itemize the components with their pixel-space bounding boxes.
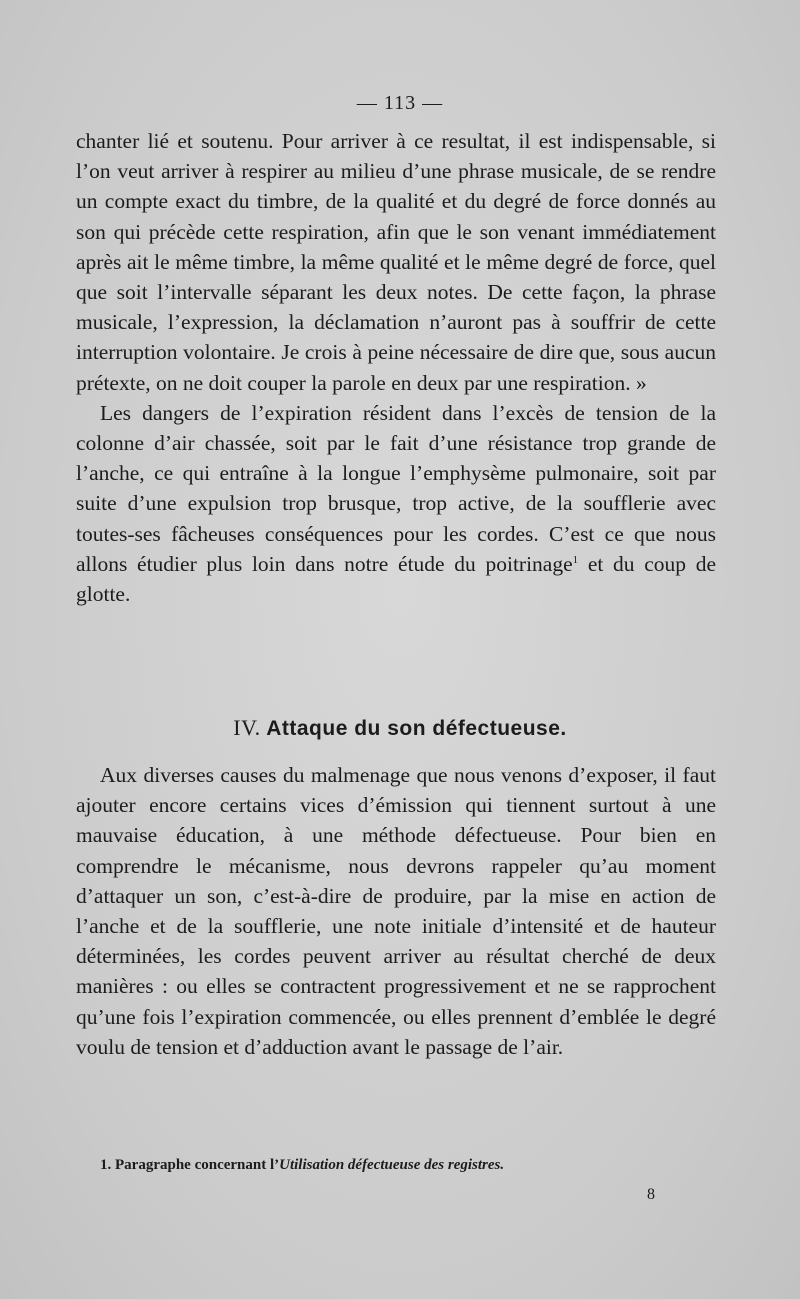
footnote-reference: 1	[572, 553, 579, 566]
section-heading	[0, 715, 800, 741]
paragraph-expiration-tail: et du coup de glotte.	[76, 551, 716, 607]
body-text-lower	[76, 760, 716, 1062]
footnote-text: Paragraphe concernant l’	[115, 1157, 280, 1173]
section-title: Attaque du son défectueuse.	[266, 717, 567, 740]
paragraph-continued: chanter lié et soutenu. Pour arriver à ce resultat, il est indispensable, si l’on veut arriver à respirer au milieu d’une phrase musicale, de se rendre un compte exact du timbre, de la qualité et du degré de force donnés au son qui précède cette respiration, afin que le son venant immédiatement après ait le même timbre, la même qualité et le même degré de force, quel que soit l’intervalle séparant les deux notes. De cette façon, la phrase musicale, l’expression, la déclamation n’auront pas à souffrir de cette interruption volontaire. Je crois à peine nécessaire de dire que, sous aucun prétexte, on ne doit couper la parole en deux par une respiration. »	[76, 129, 716, 395]
footnote	[100, 1157, 660, 1174]
section-number: IV.	[233, 715, 261, 740]
footnote-italic-text: Utilisation défectueuse des registres.	[279, 1157, 505, 1173]
paragraph-expiration	[76, 398, 716, 609]
signature-mark: 8	[647, 1186, 655, 1203]
footnote-marker: 1.	[100, 1157, 112, 1173]
page-number: — 113 —	[356, 92, 444, 114]
paragraph-attaque: Aux diverses causes du malmenage que nous venons d’exposer, il faut ajouter encore certains vices d’émission qui tiennent surtout à une mauvaise éducation, à une méthode défectueuse. Pour bien en comprendre le mécanisme, nous devrons rappeler qu’au moment d’attaquer un son, c’est-à-dire de produire, par la mise en action de l’anche et de la soufflerie, une note initiale d’intensité et de hauteur déterminées, les cordes peuvent arriver au résultat cherché de deux manières : ou elles se contractent progressivement et ne se rapprochent qu’une fois l’expiration commencée, ou elles prennent d’emblée le degré voulu de tension et d’adduction avant le passage de l’air.	[76, 763, 716, 1059]
body-text-upper	[76, 126, 716, 609]
paragraph-expiration-text: Les dangers de l’expiration résident dans l’excès de tension de la colonne d’air chassée, soit par le fait d’une résistance trop grande de l’anche, ce qui entraîne à la longue l’emphysème pulmonaire, soit par suite d’une expulsion trop brusque, trop active, de la soufflerie avec toutes-ses fâcheuses conséquences pour les cordes. C’est ce que nous allons étudier plus loin dans notre étude du poitrinage	[76, 400, 716, 576]
